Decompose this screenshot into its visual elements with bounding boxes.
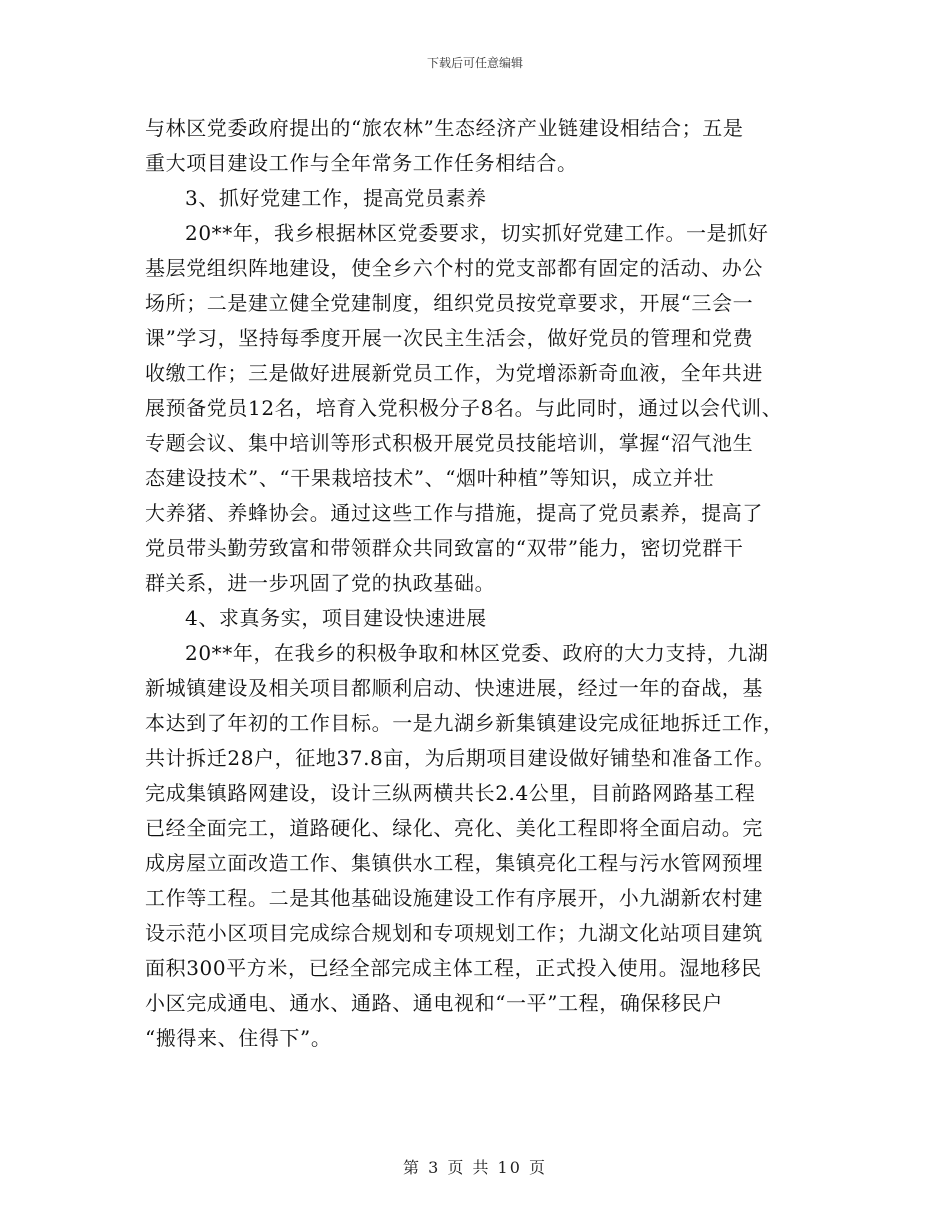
text-line: 群关系，进一步巩固了党的执政基础。 — [145, 571, 496, 595]
text-line: 展预备党员12名，培育入党积极分子8名。与此同时，通过以会代训、 — [145, 396, 783, 420]
text-line: 小区完成通电、通水、通路、通电视和“一平”工程，确保移民户 — [145, 991, 723, 1015]
text-line: 设示范小区项目完成综合规划和专项规划工作；九湖文化站项目建筑 — [145, 921, 763, 945]
section-heading: 3、抓好党建工作，提高党员素养 — [185, 186, 487, 210]
text-line: 课”学习，坚持每季度开展一次民主生活会，做好党员的管理和党费 — [145, 326, 754, 350]
text-line: “搬得来、住得下”。 — [145, 1026, 332, 1050]
document-body — [145, 111, 815, 1056]
text-line: 工作等工程。二是其他基础设施建设工作有序展开，小九湖新农村建 — [145, 886, 763, 910]
page-header: 下载后可任意编辑 — [426, 56, 523, 70]
paragraph-start: 20**年，在我乡的积极争取和林区党委、政府的大力支持，九湖 — [185, 641, 769, 665]
text-line: 党员带头勤劳致富和带领群众共同致富的“双带”能力，密切党群干 — [145, 536, 744, 560]
text-line: 大养猪、养蜂协会。通过这些工作与措施，提高了党员素养，提高了 — [145, 501, 763, 525]
text-line: 收缴工作；三是做好进展新党员工作，为党增添新奇血液，全年共进 — [145, 361, 763, 385]
text-line: 基层党组织阵地建设，使全乡六个村的党支部都有固定的活动、办公 — [145, 256, 763, 280]
text-line: 面积300平方米，已经全部完成主体工程，正式投入使用。湿地移民 — [145, 956, 762, 980]
text-line: 态建设技术”、“干果栽培技术”、“烟叶种植”等知识，成立并壮 — [145, 466, 715, 490]
text-line: 场所；二是建立健全党建制度，组织党员按党章要求，开展“三会一 — [145, 291, 754, 315]
text-line: 重大项目建设工作与全年常务工作任务相结合。 — [145, 151, 578, 175]
text-line: 成房屋立面改造工作、集镇供水工程，集镇亮化工程与污水管网预埋 — [145, 851, 763, 875]
page-number-footer: 第 3 页 共 10 页 — [403, 1158, 547, 1177]
text-line: 完成集镇路网建设，设计三纵两横共长2.4公里，目前路网路基工程 — [145, 781, 756, 805]
text-line: 与林区党委政府提出的“旅农林”生态经济产业链建设相结合；五是 — [145, 116, 744, 140]
text-line: 新城镇建设及相关项目都顺利启动、快速进展，经过一年的奋战，基 — [145, 676, 763, 700]
section-heading: 4、求真务实，项目建设快速进展 — [185, 606, 487, 630]
text-line: 已经全面完工，道路硬化、绿化、亮化、美化工程即将全面启动。完 — [145, 816, 763, 840]
text-line: 共计拆迁28户，征地37.8亩，为后期项目建设做好铺垫和准备工作。 — [145, 746, 775, 770]
text-line: 专题会议、集中培训等形式积极开展党员技能培训，掌握“沼气池生 — [145, 431, 754, 455]
text-line: 本达到了年初的工作目标。一是九湖乡新集镇建设完成征地拆迁工作， — [145, 711, 784, 735]
paragraph-start: 20**年，我乡根据林区党委要求，切实抓好党建工作。一是抓好 — [185, 221, 769, 245]
